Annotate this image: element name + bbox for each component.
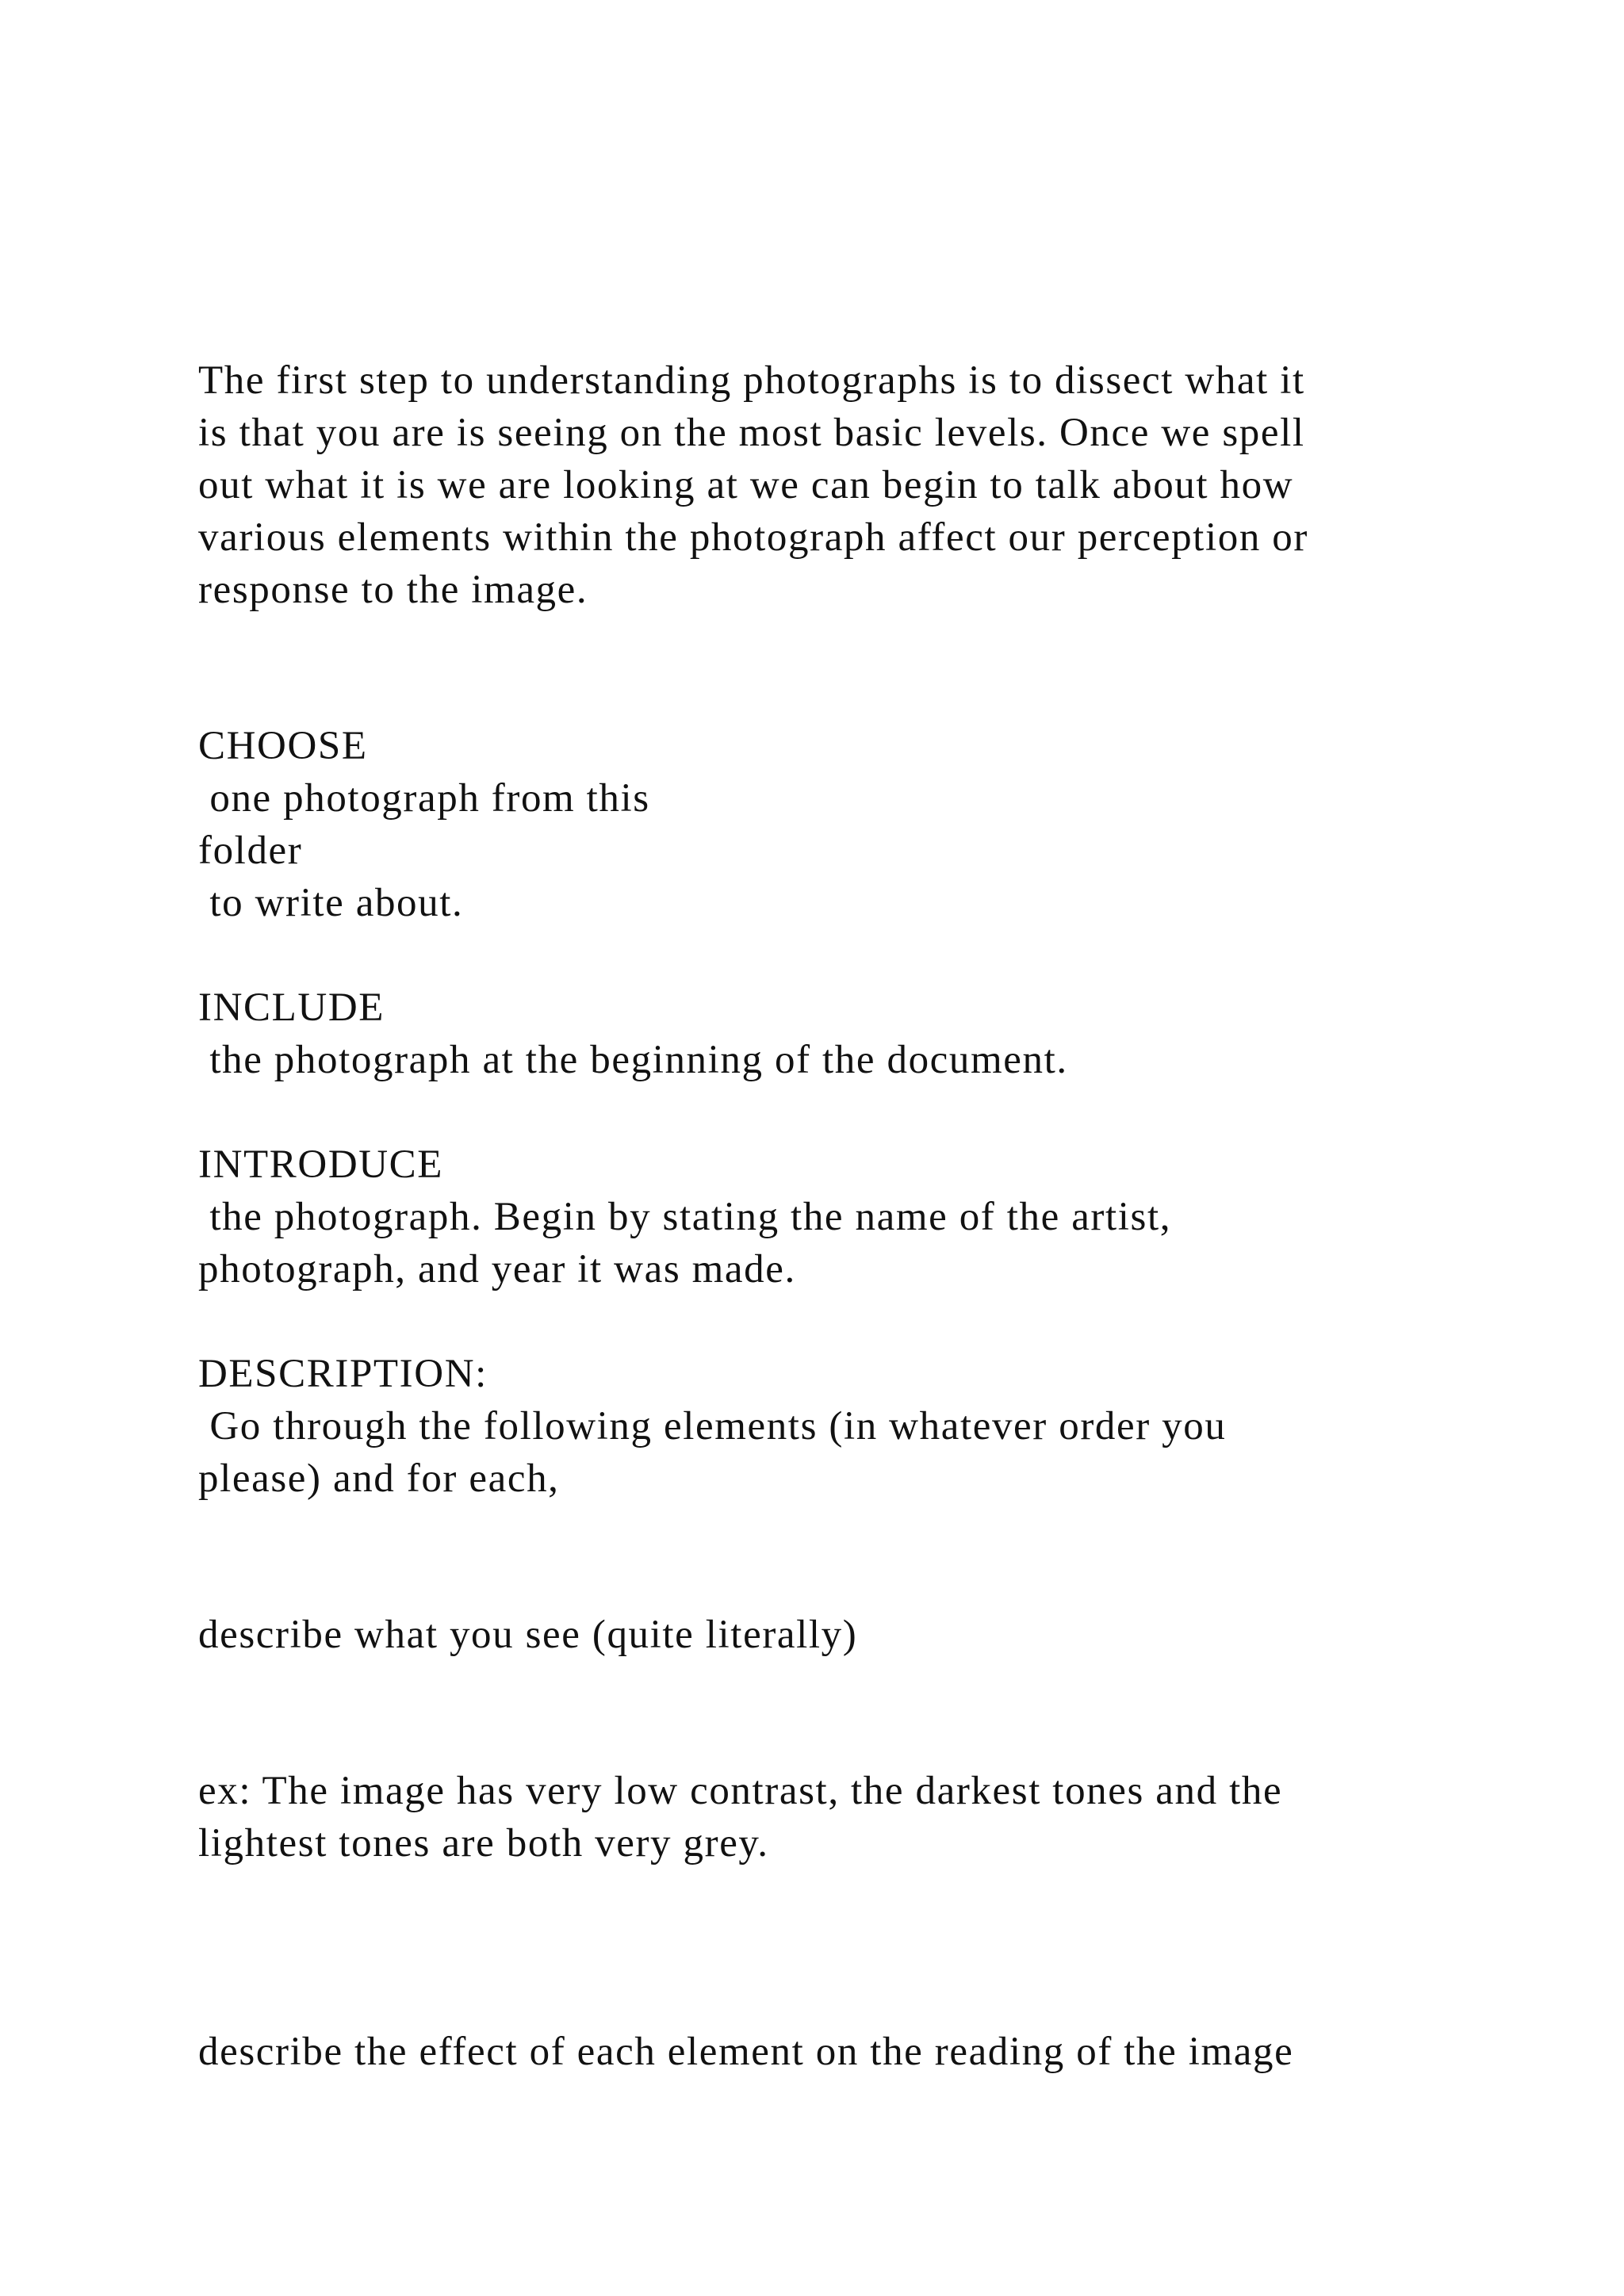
intro-line-1: The first step to understanding photographs is to dissect what it — [198, 358, 1305, 403]
introduce-heading: INTRODUCE — [198, 1142, 444, 1187]
intro-line-3: out what it is we are looking at we can begin to talk about how — [198, 463, 1294, 507]
description-text-1: Go through the following elements (in whatever order you — [198, 1404, 1227, 1448]
folder-link[interactable]: folder — [198, 828, 303, 873]
describe-effect: describe the effect of each element on the reading of the image — [198, 2030, 1294, 2074]
describe-literal: describe what you see (quite literally) — [198, 1613, 858, 1657]
intro-line-4: various elements within the photograph affect our perception or — [198, 515, 1308, 560]
example-line-2: lightest tones are both very grey. — [198, 1821, 769, 1866]
choose-text-1: one photograph from this — [198, 776, 650, 821]
intro-line-5: response to the image. — [198, 568, 588, 612]
choose-heading: CHOOSE — [198, 724, 368, 768]
description-text-2: please) and for each, — [198, 1456, 560, 1501]
intro-line-2: is that you are is seeing on the most basic levels. Once we spell — [198, 411, 1305, 455]
example-line-1: ex: The image has very low contrast, the darkest tones and the — [198, 1769, 1283, 1813]
description-heading: DESCRIPTION: — [198, 1352, 488, 1396]
introduce-text-1: the photograph. Begin by stating the name of the artist, — [198, 1195, 1172, 1239]
introduce-text-2: photograph, and year it was made. — [198, 1247, 796, 1292]
choose-text-2: to write about. — [198, 881, 464, 925]
include-text: the photograph at the beginning of the document. — [198, 1038, 1068, 1082]
include-heading: INCLUDE — [198, 985, 385, 1030]
